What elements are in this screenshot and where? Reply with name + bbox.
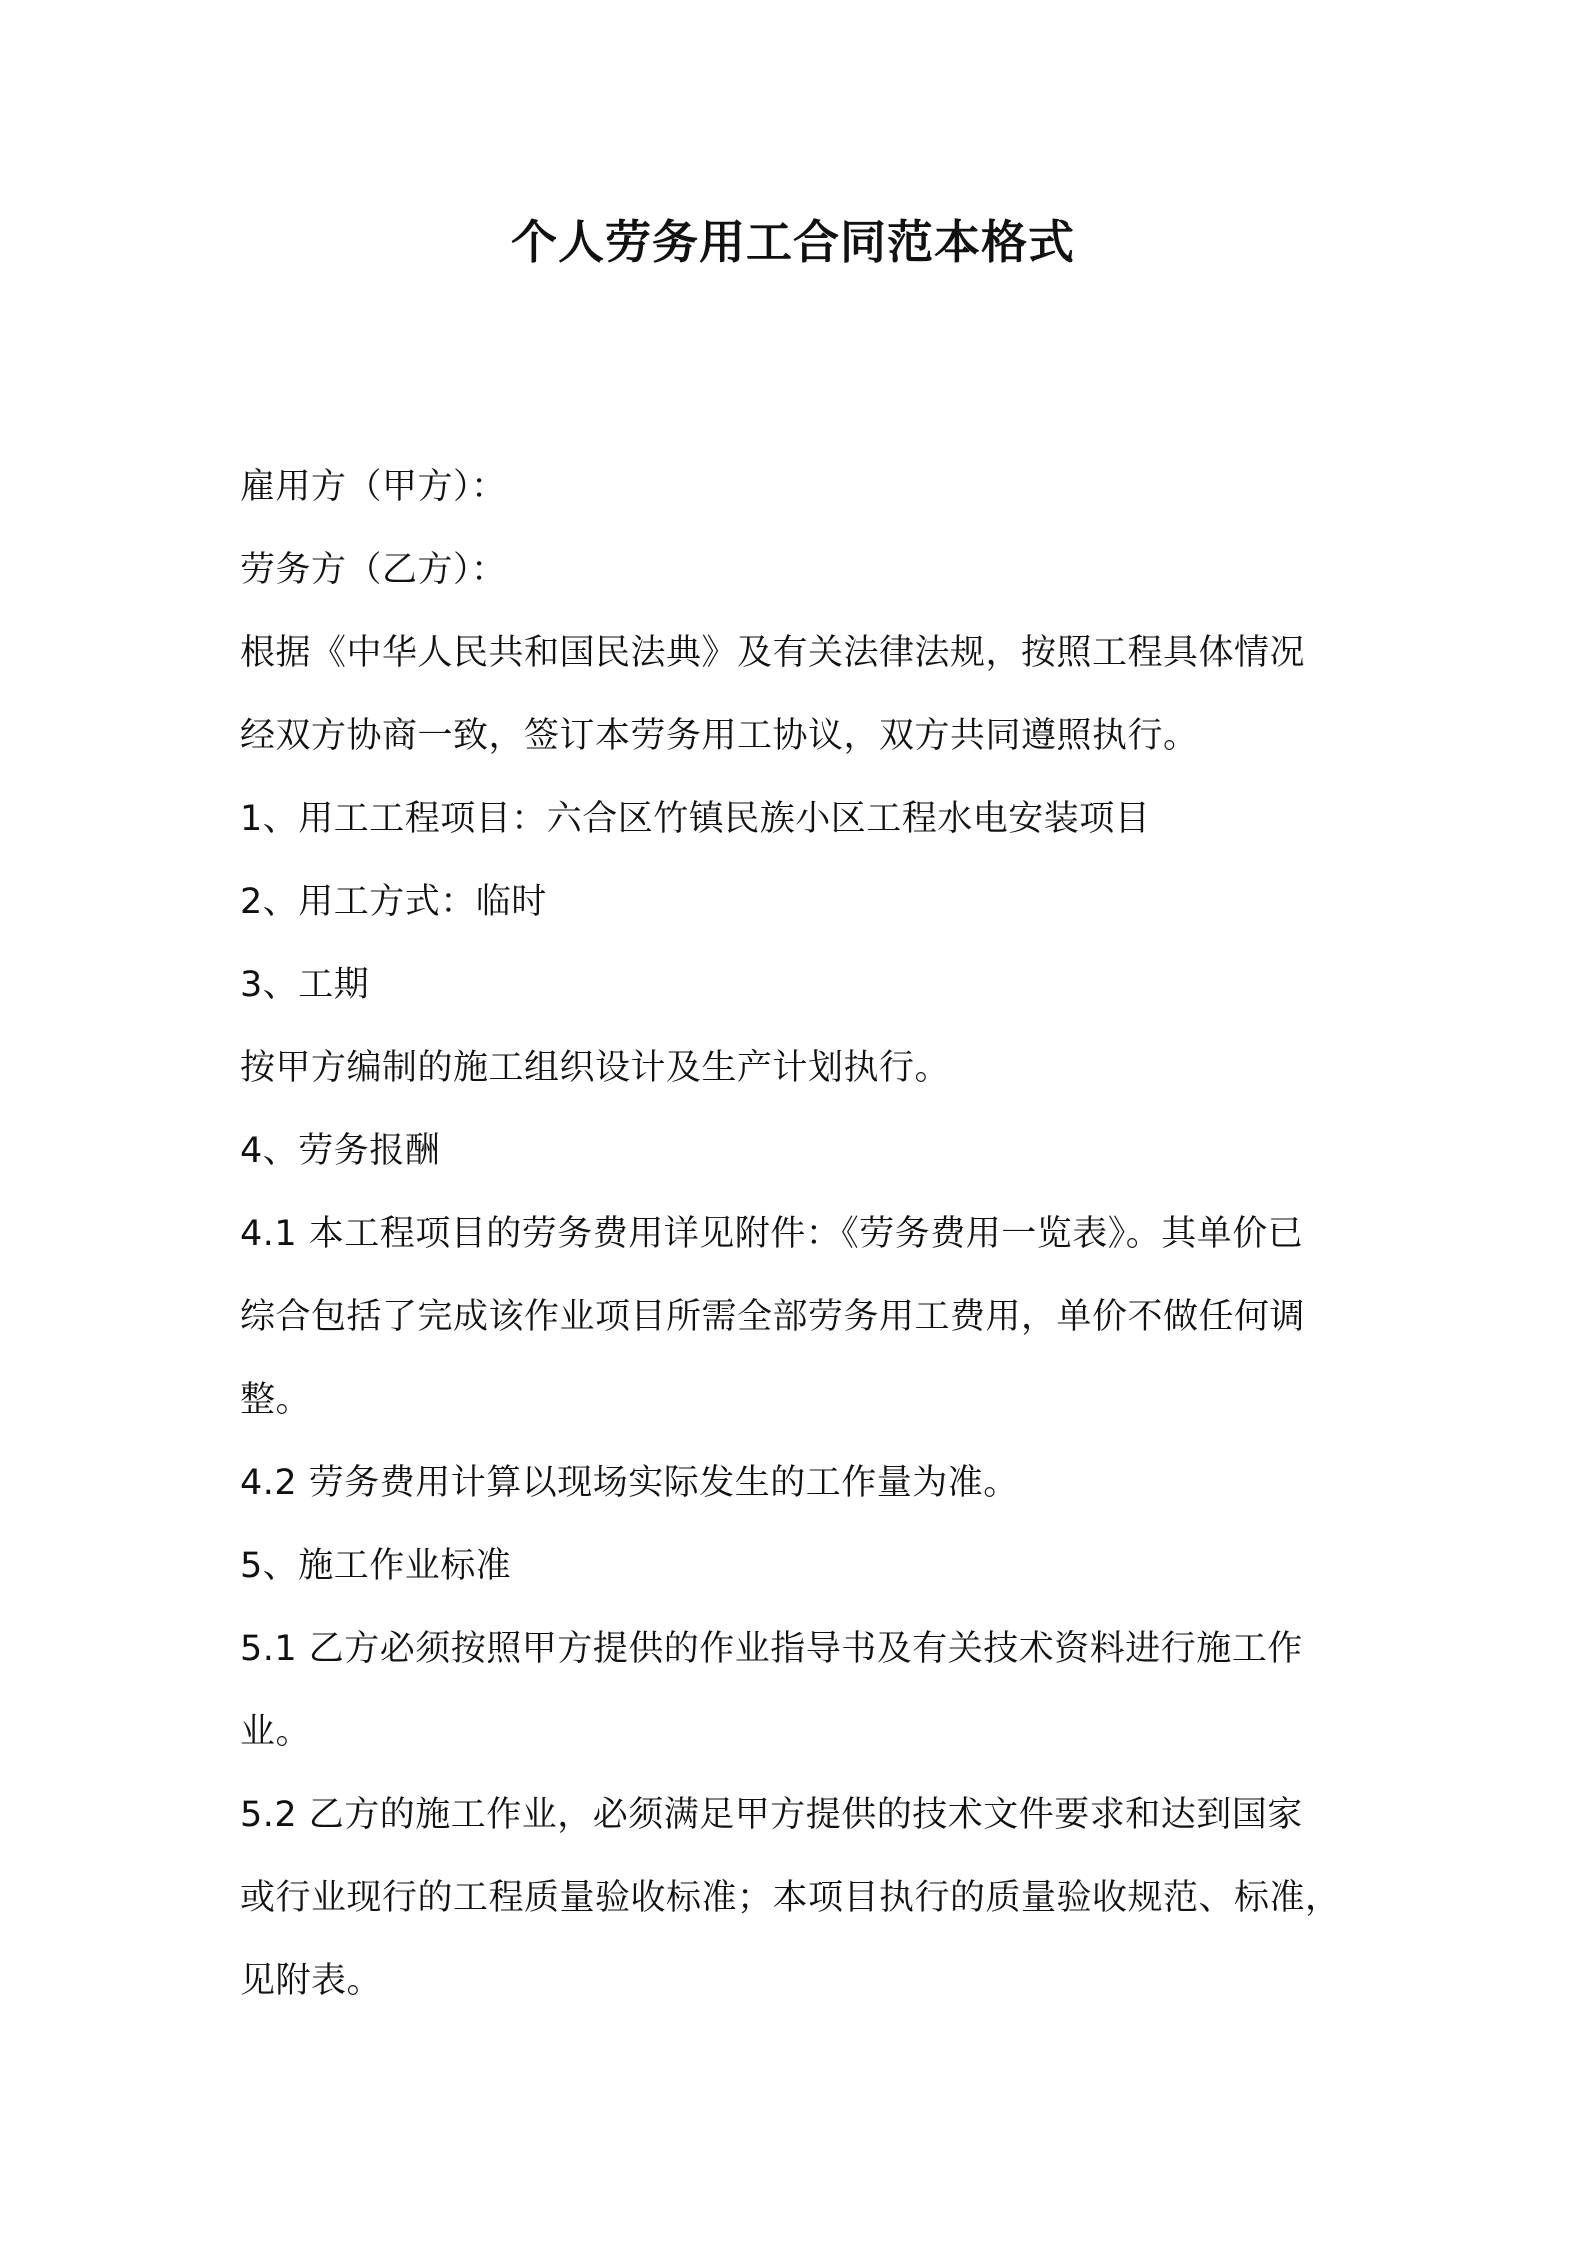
clause-5-2-line-2: 或行业现行的工程质量验收标准；本项目执行的质量验收规范、标准， <box>240 1878 1341 1918</box>
labor-party-line: 劳务方（乙方）： <box>240 550 507 590</box>
document-title: 个人劳务用工合同范本格式 <box>511 215 1075 269</box>
clause-5-1-line-2: 业。 <box>240 1712 312 1752</box>
clause-5-2-line-1: 5.2 乙方的施工作业，必须满足甲方提供的技术文件要求和达到国家 <box>240 1795 1303 1835</box>
clause-1-project: 1、用工工程项目：六合区竹镇民族小区工程水电安装项目 <box>240 799 1151 839</box>
preamble-line-2: 经双方协商一致，签订本劳务用工协议，双方共同遵照执行。 <box>240 716 1199 756</box>
clause-2-employment-type: 2、用工方式：临时 <box>240 882 547 922</box>
contract-body <box>240 446 1360 2023</box>
clause-4-1-line-1: 4.1 本工程项目的劳务费用详见附件：《劳务费用一览表》。其单价已 <box>240 1214 1304 1254</box>
clause-4-heading: 4、劳务报酬 <box>240 1131 441 1171</box>
clause-5-heading: 5、施工作业标准 <box>240 1546 512 1586</box>
clause-4-1-line-3: 整。 <box>240 1380 312 1420</box>
clause-4-2: 4.2 劳务费用计算以现场实际发生的工作量为准。 <box>240 1463 1019 1503</box>
clause-5-1-line-1: 5.1 乙方必须按照甲方提供的作业指导书及有关技术资料进行施工作 <box>240 1629 1303 1669</box>
employer-party-line: 雇用方（甲方）： <box>240 467 507 507</box>
clause-5-2-line-3: 见附表。 <box>240 1961 383 2001</box>
clause-4-1-line-2: 综合包括了完成该作业项目所需全部劳务用工费用，单价不做任何调 <box>240 1297 1306 1337</box>
clause-3-heading: 3、工期 <box>240 965 370 1005</box>
clause-3-text: 按甲方编制的施工组织设计及生产计划执行。 <box>240 1048 951 1088</box>
preamble-line-1: 根据《中华人民共和国民法典》及有关法律法规，按照工程具体情况 <box>240 633 1306 673</box>
